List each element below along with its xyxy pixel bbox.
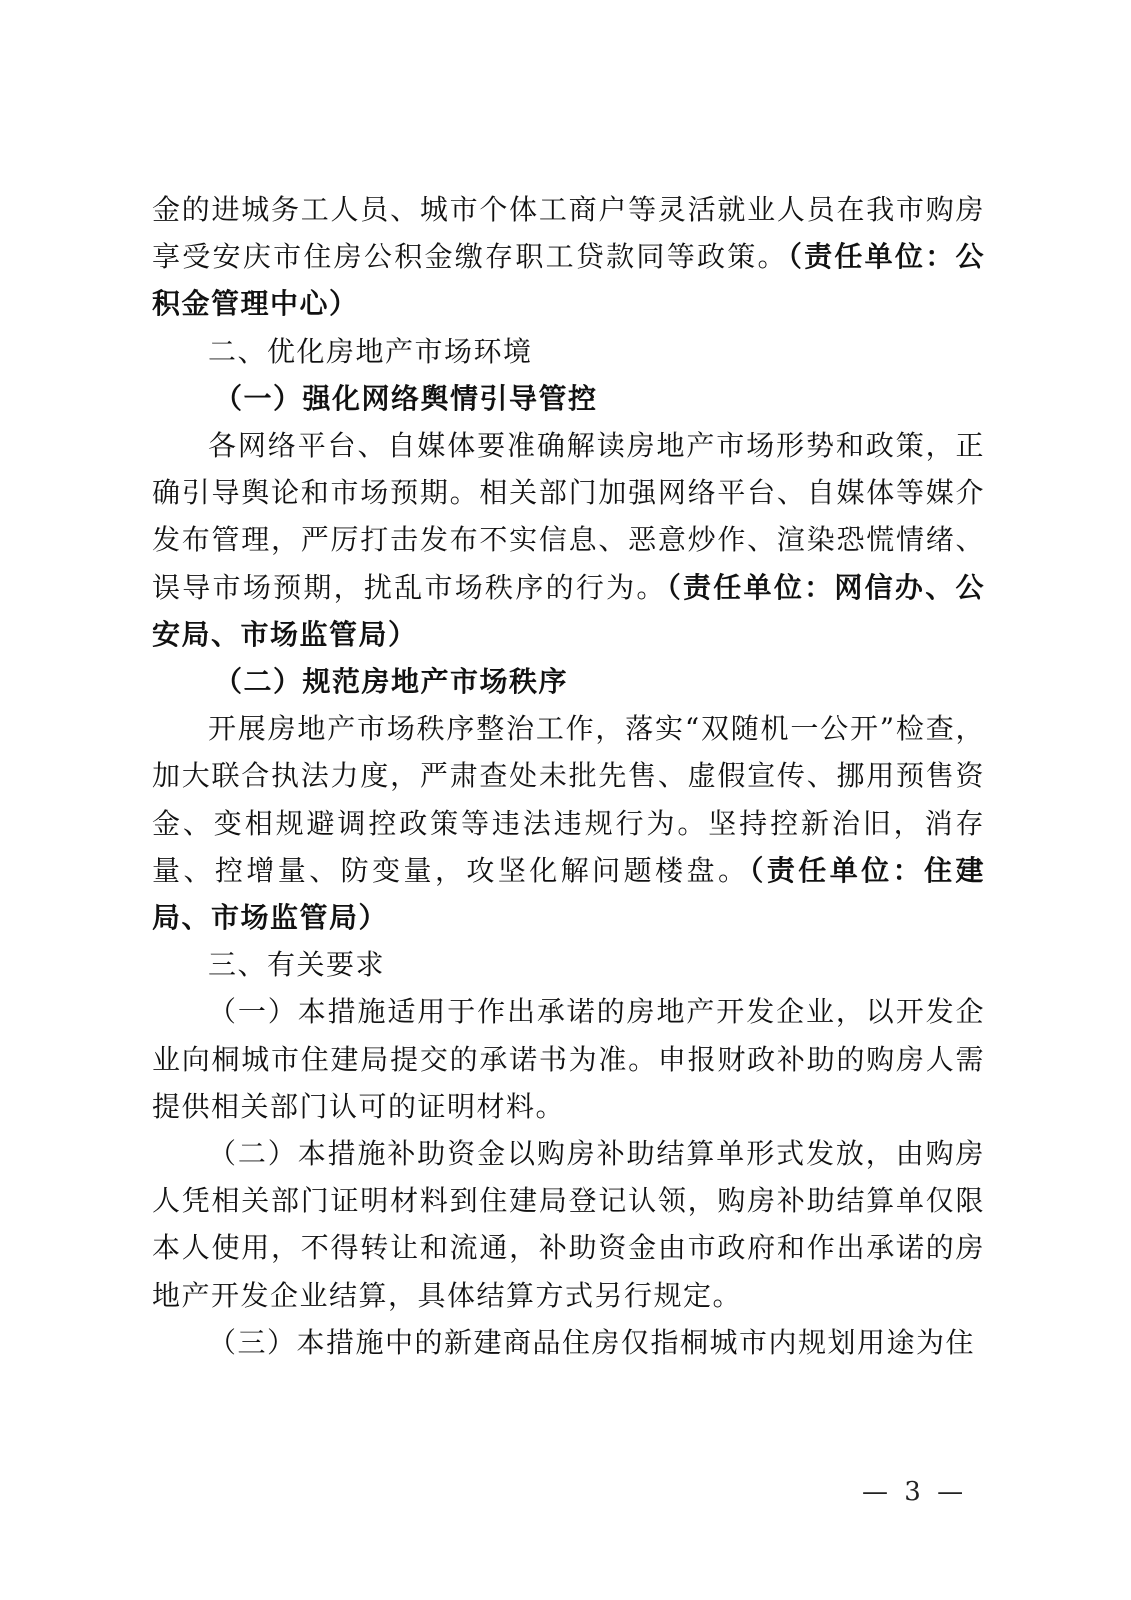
subsection-heading-2-2: （二）规范房地产市场秩序 [214, 665, 569, 699]
responsible-units: （责任单位：公积金管理中心） [152, 240, 985, 321]
paragraph-market-order [152, 705, 985, 941]
section-heading-3: 三、有关要求 [208, 948, 386, 982]
subsection-heading-2-1: （一）强化网络舆情引导管控 [214, 381, 598, 415]
responsible-units: （责任单位：网信办、公安局、市场监管局） [152, 570, 985, 651]
paragraph-text: 各网络平台、自媒体要准确解读房地产市场形势和政策，正确引导舆论和市场预期。相关部门加强网络平台、自媒体等媒介发布管理，严厉打击发布不实信息、恶意炒作、渲染恐慌情绪、误导市场预期，扰乱市场秩序的行为。 [152, 429, 985, 604]
document-body [152, 186, 985, 1366]
paragraph-text: 金的进城务工人员、城市个体工商户等灵活就业人员在我市购房享受安庆市住房公积金缴存职工贷款同等政策。 [152, 193, 985, 274]
paragraph-text: 开展房地产市场秩序整治工作，落实“双随机一公开”检查，加大联合执法力度，严肃查处未批先售、虚假宣传、挪用预售资金、变相规避调控政策等违法违规行为。坚持控新治旧，消存量、控增量、防变量，攻坚化解问题楼盘。 [152, 712, 985, 887]
paragraph-1 [152, 186, 985, 328]
paragraph-network-guidance [152, 422, 985, 658]
responsible-units: （责任单位：住建局、市场监管局） [152, 853, 985, 935]
paragraph-requirement-1: （一）本措施适用于作出承诺的房地产开发企业，以开发企业向桐城市住建局提交的承诺书为准。申报财政补助的购房人需提供相关部门认可的证明材料。 [152, 995, 985, 1123]
paragraph-requirement-2: （二）本措施补助资金以购房补助结算单形式发放，由购房人凭相关部门证明材料到住建局登记认领，购房补助结算单仅限本人使用，不得转让和流通，补助资金由市政府和作出承诺的房地产开发企业结算，具体结算方式另行规定。 [152, 1137, 985, 1312]
page-number: — 3 — [862, 1477, 968, 1507]
paragraph-requirement-3: （三）本措施中的新建商品住房仅指桐城市内规划用途为住 [208, 1325, 976, 1359]
section-heading-2: 二、优化房地产市场环境 [208, 334, 533, 368]
